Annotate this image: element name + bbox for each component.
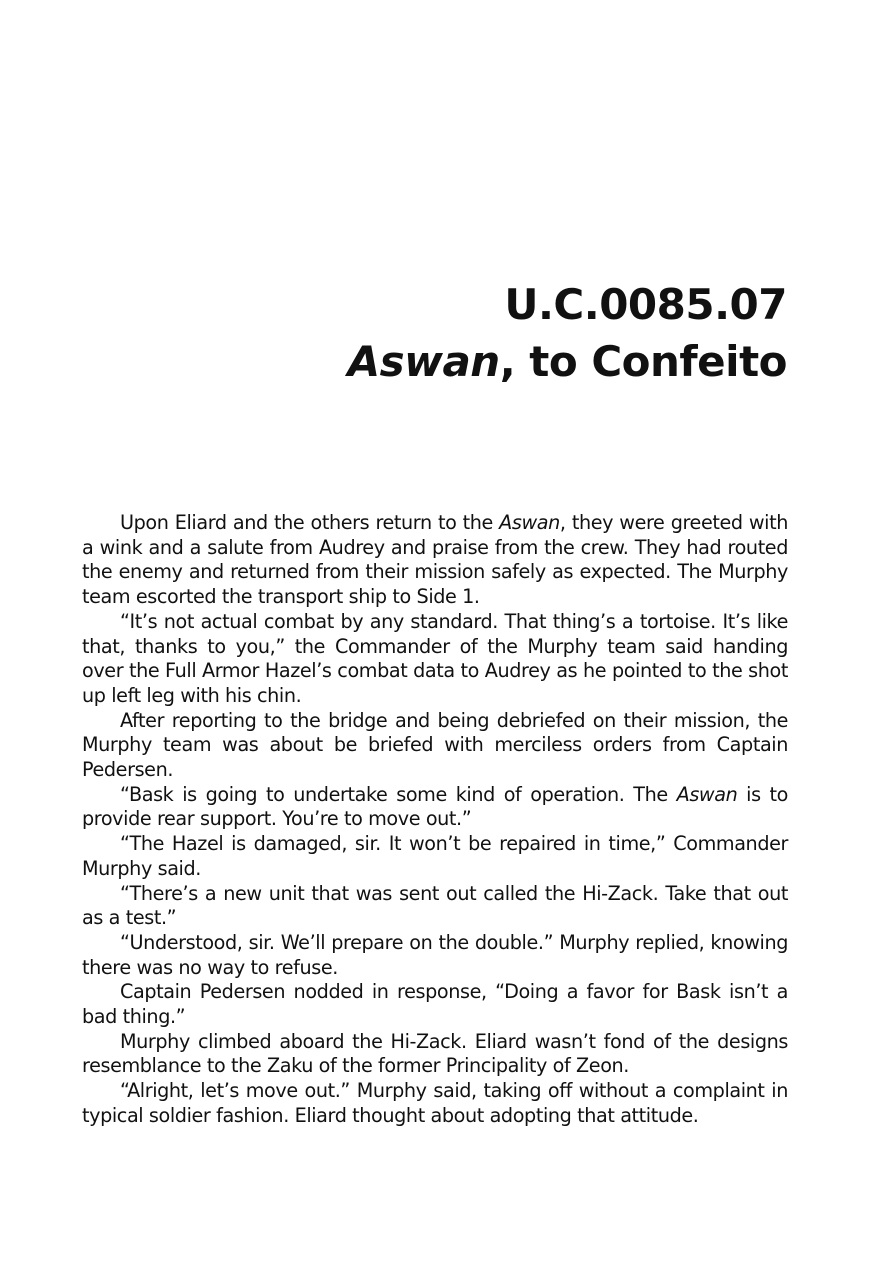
paragraph (82, 610, 788, 709)
chapter-heading (348, 276, 787, 390)
text-run: After reporting to the bridge and being debriefed on their mission, the Murphy team was about be briefed with merciless orders from Captain Pedersen. (82, 708, 788, 782)
paragraph (82, 832, 788, 881)
paragraph (82, 882, 788, 931)
text-run: , they were greeted with a wink and a salute from Audrey and praise from the crew. They had routed the enemy and returned from their mission safely as expected. The Murphy team escorted the transport ship to Side 1. (82, 511, 788, 609)
italic-run: Aswan (676, 782, 738, 806)
paragraph (82, 783, 788, 832)
text-run: “The Hazel is damaged, sir. It won’t be repaired in time,” Commander Murphy said. (82, 832, 788, 880)
ship-name: Aswan (347, 337, 500, 386)
body-text (82, 511, 788, 1129)
paragraph (82, 1030, 788, 1079)
text-run: Murphy climbed aboard the Hi-Zack. Eliard wasn’t fond of the designs resemblance to the Zaku of the former Principality of Zeon. (82, 1029, 788, 1078)
text-run: “It’s not actual combat by any standard. That thing’s a tortoise. It’s like that, thanks to you,” the Commander of the Murphy team said handing over the Full Armor Hazel’s combat data to Audrey as he pointed to the shot up left leg with his chin. (82, 609, 788, 707)
text-run: is to provide rear support. You’re to move out.” (82, 782, 788, 831)
chapter-subtitle (348, 333, 787, 390)
text-run: Captain Pedersen nodded in response, “Doing a favor for Bask isn’t a bad thing.” (82, 980, 788, 1029)
subtitle-rest: , to Confeito (499, 337, 787, 386)
text-run: “There’s a new unit that was sent out called the Hi-Zack. Take that out as a test.” (82, 881, 788, 930)
text-run: “Alright, let’s move out.” Murphy said, taking off without a complaint in typical soldier fashion. Eliard thought about adopting that attitude. (82, 1079, 788, 1127)
text-run: “Understood, sir. We’ll prepare on the double.” Murphy replied, knowing there was no way to refuse. (82, 930, 788, 979)
paragraph (82, 709, 788, 783)
italic-run: Aswan (499, 511, 560, 534)
paragraph (82, 1079, 788, 1128)
paragraph (82, 511, 788, 610)
text-run: “Bask is going to undertake some kind of operation. The (120, 782, 677, 806)
text-run: Upon Eliard and the others return to the (120, 511, 500, 534)
paragraph (82, 980, 788, 1029)
paragraph (82, 931, 788, 980)
chapter-date: U.C.0085.07 (504, 280, 787, 329)
